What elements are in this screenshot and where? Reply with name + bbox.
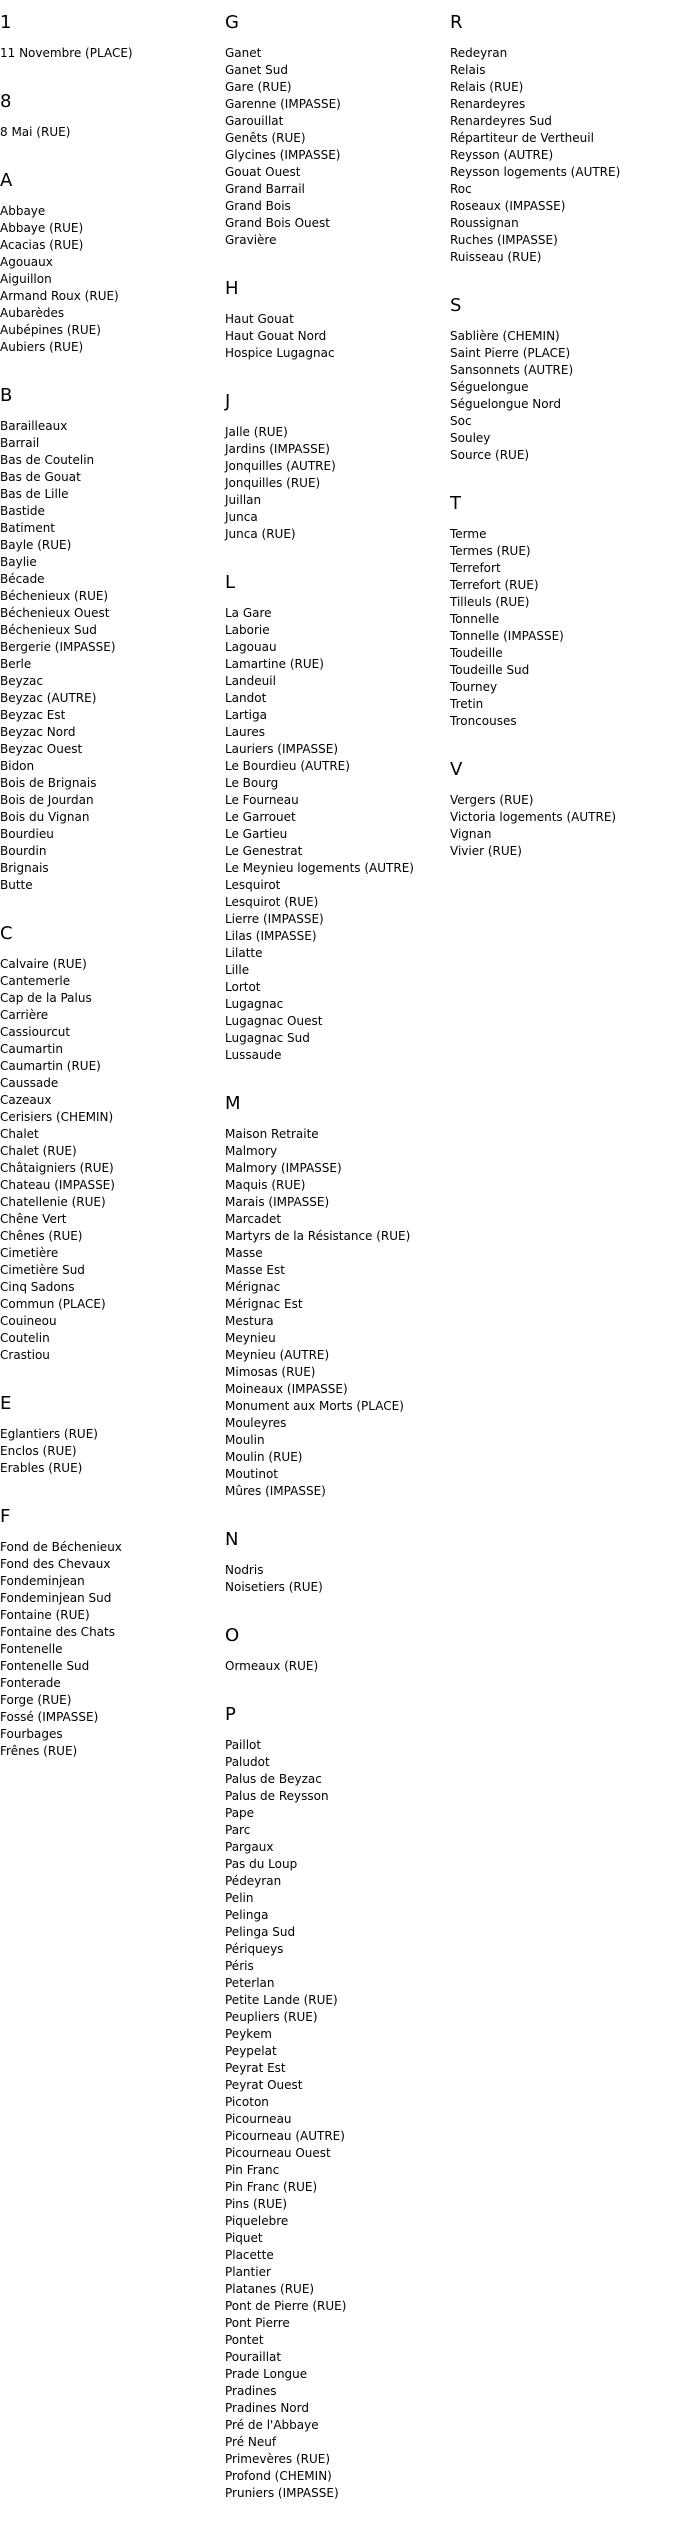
street-link[interactable]: Pré de l'Abbaye <box>225 2418 319 2432</box>
street-link[interactable]: Chêne Vert <box>0 1212 67 1226</box>
letter-heading: N <box>225 1529 239 1550</box>
street-link[interactable]: Malmory <box>225 1144 278 1158</box>
street-link[interactable]: La Gare <box>225 606 272 620</box>
street-link[interactable]: Fontenelle Sud <box>0 1659 90 1673</box>
street-link[interactable]: Beyzac Est <box>0 708 66 722</box>
street-link[interactable]: Aubépines (RUE) <box>0 323 101 337</box>
street-link[interactable]: Sansonnets (AUTRE) <box>450 363 574 377</box>
street-link[interactable]: Baylie <box>0 555 37 569</box>
street-group <box>0 923 215 1364</box>
street-link[interactable]: Barailleaux <box>0 419 68 433</box>
street-link[interactable]: Noisetiers (RUE) <box>225 1580 323 1594</box>
street-list <box>0 1426 215 1477</box>
street-link[interactable]: Ruisseau (RUE) <box>450 250 542 264</box>
street-link[interactable]: Pelinga Sud <box>225 1925 296 1939</box>
street-link[interactable]: Terrefort <box>450 561 501 575</box>
street-link[interactable]: Lamartine (RUE) <box>225 657 324 671</box>
letter-heading: V <box>450 759 463 780</box>
street-link[interactable]: Bois de Brignais <box>0 776 97 790</box>
street-link[interactable]: Peykem <box>225 2027 272 2041</box>
street-link[interactable]: Pin Franc (RUE) <box>225 2180 318 2194</box>
street-link[interactable]: Tretin <box>450 697 484 711</box>
street-link[interactable]: Lartiga <box>225 708 267 722</box>
letter-heading: B <box>0 385 13 406</box>
street-list <box>450 792 665 860</box>
street-link[interactable]: Calvaire (RUE) <box>0 957 87 971</box>
street-link[interactable]: Grand Bois <box>225 199 291 213</box>
street-link[interactable]: 11 Novembre (PLACE) <box>0 46 133 60</box>
street-link[interactable]: Pelin <box>225 1891 254 1905</box>
street-link[interactable]: Peupliers (RUE) <box>225 2010 318 2024</box>
street-link[interactable]: Pont de Pierre (RUE) <box>225 2299 347 2313</box>
street-link[interactable]: Relais <box>450 63 486 77</box>
letter-heading: H <box>225 278 239 299</box>
letter-heading: S <box>450 295 462 316</box>
street-link[interactable]: Laborie <box>225 623 270 637</box>
street-group <box>225 1529 440 1596</box>
letter-heading: M <box>225 1093 241 1114</box>
street-link[interactable]: Pouraillat <box>225 2350 282 2364</box>
street-group <box>450 759 665 860</box>
street-link[interactable]: Martyrs de la Résistance (RUE) <box>225 1229 411 1243</box>
street-group <box>0 385 215 894</box>
street-link[interactable]: Tilleuls (RUE) <box>450 595 530 609</box>
street-link[interactable]: Roussignan <box>450 216 519 230</box>
street-link[interactable]: Pas du Loup <box>225 1857 298 1871</box>
street-link[interactable]: Souley <box>450 431 491 445</box>
street-link[interactable]: Pruniers (IMPASSE) <box>225 2486 339 2500</box>
street-group <box>225 572 440 1064</box>
street-link[interactable]: Cantemerle <box>0 974 71 988</box>
street-link[interactable]: Pargaux <box>225 1840 274 1854</box>
street-link[interactable]: Peyrat Est <box>225 2061 286 2075</box>
street-link[interactable]: Gravière <box>225 233 277 247</box>
street-link[interactable]: Mérignac <box>225 1280 281 1294</box>
street-link[interactable]: Cinq Sadons <box>0 1280 75 1294</box>
street-link[interactable]: Piquet <box>225 2231 263 2245</box>
column-3 <box>450 0 665 889</box>
letter-heading: F <box>0 1506 11 1527</box>
street-link[interactable]: Barrail <box>0 436 40 450</box>
street-link[interactable]: Junca <box>225 510 258 524</box>
street-link[interactable]: Meynieu <box>225 1331 276 1345</box>
street-link[interactable]: Moulin (RUE) <box>225 1450 303 1464</box>
street-link[interactable]: Garenne (IMPASSE) <box>225 97 341 111</box>
letter-heading: P <box>225 1704 236 1725</box>
street-list <box>450 45 665 266</box>
street-link[interactable]: Bayle (RUE) <box>0 538 72 552</box>
street-link[interactable]: Source (RUE) <box>450 448 530 462</box>
street-link[interactable]: Bergerie (IMPASSE) <box>0 640 116 654</box>
street-link[interactable]: Grand Bois Ouest <box>225 216 330 230</box>
street-link[interactable]: Lagouau <box>225 640 277 654</box>
street-link[interactable]: Pradines <box>225 2384 277 2398</box>
street-link[interactable]: Roc <box>450 182 472 196</box>
street-link[interactable]: Profond (CHEMIN) <box>225 2469 332 2483</box>
street-link[interactable]: Genêts (RUE) <box>225 131 306 145</box>
letter-heading: C <box>0 923 13 944</box>
street-link[interactable]: Le Bourdieu (AUTRE) <box>225 759 350 773</box>
street-link[interactable]: Vergers (RUE) <box>450 793 534 807</box>
street-link[interactable]: Béchenieux (RUE) <box>0 589 109 603</box>
street-link[interactable]: Erables (RUE) <box>0 1461 83 1475</box>
street-list <box>0 418 215 894</box>
street-link[interactable]: Fondeminjean Sud <box>0 1591 112 1605</box>
street-link[interactable]: Bécade <box>0 572 45 586</box>
street-list <box>225 1737 440 2502</box>
street-link[interactable]: Aubarèdes <box>0 306 65 320</box>
letter-heading: G <box>225 12 239 33</box>
street-group <box>225 391 440 543</box>
street-link[interactable]: Fontaine (RUE) <box>0 1608 90 1622</box>
street-link[interactable]: Platanes (RUE) <box>225 2282 315 2296</box>
street-link[interactable]: Caumartin (RUE) <box>0 1059 101 1073</box>
street-group <box>450 493 665 730</box>
street-link[interactable]: Monument aux Morts (PLACE) <box>225 1399 404 1413</box>
street-link[interactable]: Vignan <box>450 827 492 841</box>
street-list <box>225 45 440 249</box>
street-link[interactable]: Picoton <box>225 2095 269 2109</box>
street-link[interactable]: Cimetière <box>0 1246 59 1260</box>
street-link[interactable]: Mestura <box>225 1314 274 1328</box>
letter-heading: 1 <box>0 12 12 33</box>
street-link[interactable]: Fourbages <box>0 1727 63 1741</box>
street-link[interactable]: Le Gartieu <box>225 827 288 841</box>
street-link[interactable]: Reysson (AUTRE) <box>450 148 554 162</box>
street-list <box>225 1658 440 1675</box>
street-link[interactable]: Peterlan <box>225 1976 275 1990</box>
street-link[interactable]: Mimosas (RUE) <box>225 1365 316 1379</box>
street-link[interactable]: Fossé (IMPASSE) <box>0 1710 99 1724</box>
street-link[interactable]: Abbaye (RUE) <box>0 221 84 235</box>
street-link[interactable]: Toudeille <box>450 646 503 660</box>
street-link[interactable]: Pontet <box>225 2333 264 2347</box>
street-link[interactable]: Relais (RUE) <box>450 80 524 94</box>
street-link[interactable]: Lilas (IMPASSE) <box>225 929 317 943</box>
street-link[interactable]: Moutinot <box>225 1467 278 1481</box>
letter-heading: J <box>225 391 231 412</box>
street-group <box>225 12 440 249</box>
street-link[interactable]: Bois de Jourdan <box>0 793 94 807</box>
street-link[interactable]: Agouaux <box>0 255 53 269</box>
street-link[interactable]: Mérignac Est <box>225 1297 303 1311</box>
street-link[interactable]: Le Fourneau <box>225 793 299 807</box>
street-link[interactable]: Tourney <box>450 680 498 694</box>
street-link[interactable]: Cerisiers (CHEMIN) <box>0 1110 114 1124</box>
street-link[interactable]: Ruches (IMPASSE) <box>450 233 558 247</box>
street-group <box>0 12 215 62</box>
street-link[interactable]: Lussaude <box>225 1048 282 1062</box>
street-link[interactable]: Landeuil <box>225 674 276 688</box>
street-link[interactable]: Placette <box>225 2248 274 2262</box>
street-link[interactable]: Plantier <box>225 2265 271 2279</box>
street-link[interactable]: Acacias (RUE) <box>0 238 84 252</box>
street-link[interactable]: Le Bourg <box>225 776 279 790</box>
street-link[interactable]: Chalet <box>0 1127 39 1141</box>
street-link[interactable]: Fond des Chevaux <box>0 1557 111 1571</box>
street-link[interactable]: Chênes (RUE) <box>0 1229 83 1243</box>
street-link[interactable]: Cazeaux <box>0 1093 52 1107</box>
street-link[interactable]: Masse <box>225 1246 263 1260</box>
street-link[interactable]: Marcadet <box>225 1212 282 1226</box>
street-link[interactable]: Lesquirot <box>225 878 281 892</box>
street-link[interactable]: Le Garrouet <box>225 810 296 824</box>
street-link[interactable]: Maison Retraite <box>225 1127 319 1141</box>
street-link[interactable]: Laures <box>225 725 265 739</box>
street-list <box>225 311 440 362</box>
street-link[interactable]: Landot <box>225 691 267 705</box>
street-link[interactable]: Séguelongue Nord <box>450 397 561 411</box>
letter-heading: E <box>0 1393 12 1414</box>
street-group <box>0 1506 215 1760</box>
street-link[interactable]: Lierre (IMPASSE) <box>225 912 324 926</box>
street-link[interactable]: Parc <box>225 1823 251 1837</box>
street-group <box>225 278 440 362</box>
street-link[interactable]: Piquelebre <box>225 2214 289 2228</box>
street-link[interactable]: Reysson logements (AUTRE) <box>450 165 621 179</box>
street-link[interactable]: Chatellenie (RUE) <box>0 1195 106 1209</box>
street-link[interactable]: Bas de Gouat <box>0 470 81 484</box>
street-link[interactable]: Pelinga <box>225 1908 269 1922</box>
street-link[interactable]: Vivier (RUE) <box>450 844 522 858</box>
street-link[interactable]: Mûres (IMPASSE) <box>225 1484 326 1498</box>
street-link[interactable]: Pédeyran <box>225 1874 282 1888</box>
street-link[interactable]: Lille <box>225 963 250 977</box>
street-link[interactable]: Toudeille Sud <box>450 663 530 677</box>
street-link[interactable]: Sablière (CHEMIN) <box>450 329 560 343</box>
street-link[interactable]: Maquis (RUE) <box>225 1178 306 1192</box>
street-link[interactable]: Ganet Sud <box>225 63 288 77</box>
street-link[interactable]: Bourdin <box>0 844 47 858</box>
street-link[interactable]: Prade Longue <box>225 2367 308 2381</box>
street-link[interactable]: Tonnelle <box>450 612 500 626</box>
street-link[interactable]: Pins (RUE) <box>225 2197 288 2211</box>
street-link[interactable]: Commun (PLACE) <box>0 1297 106 1311</box>
street-link[interactable]: Garouillat <box>225 114 284 128</box>
street-link[interactable]: Frênes (RUE) <box>0 1744 78 1758</box>
street-link[interactable]: Lesquirot (RUE) <box>225 895 319 909</box>
street-link[interactable]: Caussade <box>0 1076 59 1090</box>
street-link[interactable]: Abbaye <box>0 204 46 218</box>
street-link[interactable]: Malmory (IMPASSE) <box>225 1161 342 1175</box>
street-link[interactable]: Haut Gouat <box>225 312 294 326</box>
street-link[interactable]: Fonterade <box>0 1676 61 1690</box>
street-link[interactable]: Ormeaux (RUE) <box>225 1659 319 1673</box>
column-1 <box>0 0 215 1789</box>
street-link[interactable]: Enclos (RUE) <box>0 1444 77 1458</box>
street-link[interactable]: Le Meynieu logements (AUTRE) <box>225 861 414 875</box>
street-link[interactable]: Grand Barrail <box>225 182 305 196</box>
street-group <box>0 91 215 141</box>
street-link[interactable]: Pin Franc <box>225 2163 280 2177</box>
street-link[interactable]: Mouleyres <box>225 1416 287 1430</box>
street-link[interactable]: Terme <box>450 527 487 541</box>
street-list <box>0 203 215 356</box>
street-link[interactable]: Paillot <box>225 1738 262 1752</box>
street-link[interactable]: Primevères (RUE) <box>225 2452 331 2466</box>
street-link[interactable]: Châtaigniers (RUE) <box>0 1161 114 1175</box>
street-link[interactable]: Fond de Béchenieux <box>0 1540 122 1554</box>
street-link[interactable]: 8 Mai (RUE) <box>0 125 71 139</box>
street-link[interactable]: Termes (RUE) <box>450 544 531 558</box>
street-link[interactable]: Marais (IMPASSE) <box>225 1195 330 1209</box>
street-list <box>450 526 665 730</box>
street-link[interactable]: Peyrat Ouest <box>225 2078 303 2092</box>
street-link[interactable]: Terrefort (RUE) <box>450 578 539 592</box>
street-link[interactable]: Bas de Coutelin <box>0 453 95 467</box>
street-link[interactable]: Bastide <box>0 504 45 518</box>
street-link[interactable]: Caumartin <box>0 1042 63 1056</box>
street-link[interactable]: Couineou <box>0 1314 57 1328</box>
street-list <box>225 424 440 543</box>
street-link[interactable]: Cimetière Sud <box>0 1263 85 1277</box>
street-link[interactable]: Aubiers (RUE) <box>0 340 84 354</box>
street-link[interactable]: Bidon <box>0 759 35 773</box>
street-link[interactable]: Répartiteur de Vertheuil <box>450 131 594 145</box>
street-link[interactable]: Glycines (IMPASSE) <box>225 148 341 162</box>
street-link[interactable]: Beyzac Ouest <box>0 742 83 756</box>
street-link[interactable]: Nodris <box>225 1563 264 1577</box>
street-link[interactable]: Beyzac <box>0 674 43 688</box>
street-link[interactable]: Jalle (RUE) <box>225 425 288 439</box>
street-list <box>0 1539 215 1760</box>
street-link[interactable]: Masse Est <box>225 1263 285 1277</box>
street-link[interactable]: Beyzac (AUTRE) <box>0 691 97 705</box>
letter-heading: O <box>225 1625 240 1646</box>
street-link[interactable]: Redeyran <box>450 46 508 60</box>
street-link[interactable]: Pape <box>225 1806 255 1820</box>
street-list <box>225 1562 440 1596</box>
street-list <box>225 605 440 1064</box>
street-link[interactable]: Bourdieu <box>0 827 54 841</box>
street-link[interactable]: Troncouses <box>450 714 517 728</box>
street-link[interactable]: Lugagnac <box>225 997 284 1011</box>
street-link[interactable]: Armand Roux (RUE) <box>0 289 119 303</box>
street-group <box>0 170 215 356</box>
street-link[interactable]: Cassiourcut <box>0 1025 71 1039</box>
street-link[interactable]: Lugagnac Sud <box>225 1031 310 1045</box>
street-link[interactable]: Pradines Nord <box>225 2401 309 2415</box>
street-link[interactable]: Fontaine des Chats <box>0 1625 115 1639</box>
street-group <box>225 1704 440 2502</box>
street-link[interactable]: Beyzac Nord <box>0 725 76 739</box>
street-group <box>0 1393 215 1477</box>
street-list <box>0 45 215 62</box>
street-link[interactable]: Crastiou <box>0 1348 50 1362</box>
letter-heading: A <box>0 170 13 191</box>
letter-heading: L <box>225 572 236 593</box>
letter-heading: 8 <box>0 91 12 112</box>
street-link[interactable]: Berle <box>0 657 32 671</box>
street-list <box>450 328 665 464</box>
street-link[interactable]: Jardins (IMPASSE) <box>225 442 330 456</box>
street-group <box>450 12 665 266</box>
street-link[interactable]: Péris <box>225 1959 254 1973</box>
street-link[interactable]: Renardeyres <box>450 97 526 111</box>
street-link[interactable]: Périqueys <box>225 1942 284 1956</box>
street-link[interactable]: Picourneau Ouest <box>225 2146 331 2160</box>
street-group <box>450 295 665 464</box>
street-link[interactable]: Paludot <box>225 1755 270 1769</box>
street-link[interactable]: Aiguillon <box>0 272 52 286</box>
street-link[interactable]: Béchenieux Sud <box>0 623 97 637</box>
street-link[interactable]: Forge (RUE) <box>0 1693 72 1707</box>
street-link[interactable]: Meynieu (AUTRE) <box>225 1348 330 1362</box>
street-link[interactable]: Soc <box>450 414 472 428</box>
street-list <box>225 1126 440 1500</box>
street-link[interactable]: Batiment <box>0 521 56 535</box>
street-link[interactable]: Gouat Ouest <box>225 165 301 179</box>
street-list <box>0 124 215 141</box>
street-link[interactable]: Petite Lande (RUE) <box>225 1993 338 2007</box>
street-link[interactable]: Moulin <box>225 1433 265 1447</box>
street-link[interactable]: Junca (RUE) <box>225 527 296 541</box>
street-link[interactable]: Haut Gouat Nord <box>225 329 327 343</box>
street-link[interactable]: Victoria logements (AUTRE) <box>450 810 617 824</box>
street-link[interactable]: Picourneau (AUTRE) <box>225 2129 345 2143</box>
street-link[interactable]: Carrière <box>0 1008 49 1022</box>
street-link[interactable]: Le Genestrat <box>225 844 303 858</box>
letter-heading: T <box>450 493 461 514</box>
street-link[interactable]: Gare (RUE) <box>225 80 292 94</box>
street-link[interactable]: Butte <box>0 878 33 892</box>
street-link[interactable]: Séguelongue <box>450 380 529 394</box>
street-link[interactable]: Roseaux (IMPASSE) <box>450 199 566 213</box>
street-link[interactable]: Lugagnac Ouest <box>225 1014 323 1028</box>
street-link[interactable]: Bas de Lille <box>0 487 69 501</box>
street-link[interactable]: Hospice Lugagnac <box>225 346 335 360</box>
column-2 <box>225 0 440 2531</box>
street-link[interactable]: Lortot <box>225 980 261 994</box>
street-link[interactable]: Eglantiers (RUE) <box>0 1427 98 1441</box>
street-link[interactable]: Fondeminjean <box>0 1574 85 1588</box>
street-link[interactable]: Palus de Beyzac <box>225 1772 322 1786</box>
street-link[interactable]: Palus de Reysson <box>225 1789 329 1803</box>
street-link[interactable]: Brignais <box>0 861 49 875</box>
street-link[interactable]: Pré Neuf <box>225 2435 277 2449</box>
street-link[interactable]: Lauriers (IMPASSE) <box>225 742 339 756</box>
street-link[interactable]: Tonnelle (IMPASSE) <box>450 629 564 643</box>
street-group <box>225 1093 440 1500</box>
street-link[interactable]: Chateau (IMPASSE) <box>0 1178 115 1192</box>
street-link[interactable]: Bois du Vignan <box>0 810 90 824</box>
street-link[interactable]: Peypelat <box>225 2044 277 2058</box>
street-link[interactable]: Pont Pierre <box>225 2316 290 2330</box>
street-link[interactable]: Ganet <box>225 46 262 60</box>
street-link[interactable]: Lilatte <box>225 946 263 960</box>
street-link[interactable]: Fontenelle <box>0 1642 63 1656</box>
street-link[interactable]: Renardeyres Sud <box>450 114 552 128</box>
street-link[interactable]: Moineaux (IMPASSE) <box>225 1382 348 1396</box>
street-link[interactable]: Chalet (RUE) <box>0 1144 77 1158</box>
street-link[interactable]: Jonquilles (RUE) <box>225 476 321 490</box>
street-link[interactable]: Béchenieux Ouest <box>0 606 110 620</box>
street-group <box>225 1625 440 1675</box>
street-link[interactable]: Cap de la Palus <box>0 991 92 1005</box>
letter-heading: R <box>450 12 463 33</box>
street-link[interactable]: Coutelin <box>0 1331 50 1345</box>
street-link[interactable]: Saint Pierre (PLACE) <box>450 346 571 360</box>
street-link[interactable]: Picourneau <box>225 2112 292 2126</box>
street-link[interactable]: Jonquilles (AUTRE) <box>225 459 336 473</box>
street-list <box>0 956 215 1364</box>
street-link[interactable]: Juillan <box>225 493 262 507</box>
